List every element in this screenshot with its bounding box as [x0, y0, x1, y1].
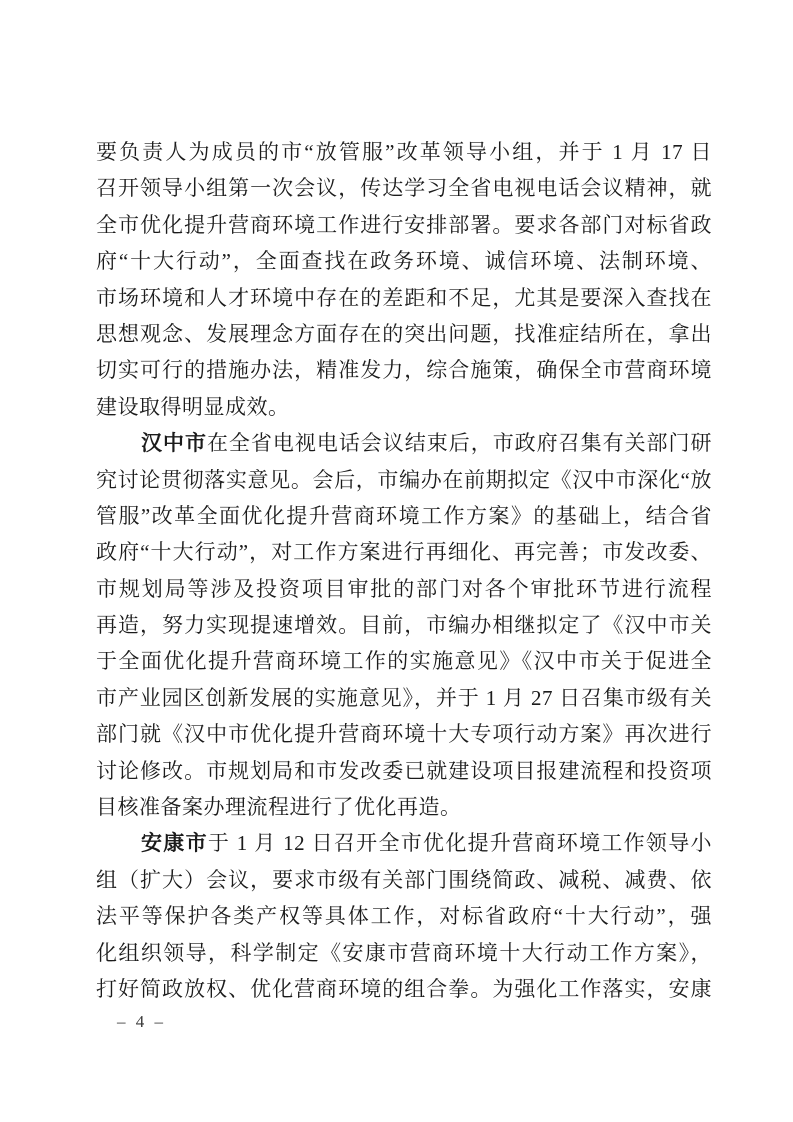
text-line: 目核准备案办理流程进行了优化再造。 — [96, 795, 462, 820]
text-line: 切实可行的措施办法，精准发力，综合施策，确保全市营商环境 — [96, 358, 712, 383]
text-line: 召开领导小组第一次会议，传达学习全省电视电话会议精神，就 — [96, 176, 712, 201]
paragraph — [96, 134, 712, 425]
text-line: 再造，努力实现提速增效。目前，市编办相继拟定了《汉中市关 — [96, 613, 712, 638]
text-line: 化组织领导，科学制定《安康市营商环境十大行动工作方案》， — [96, 940, 712, 965]
text-line: 法平等保护各类产权等具体工作，对标省政府“十大行动”，强 — [96, 904, 712, 929]
document-body — [96, 134, 712, 1007]
text-line: 府“十大行动”，全面查找在政务环境、诚信环境、法制环境、 — [96, 249, 712, 274]
text-line: 管服”改革全面优化提升营商环境工作方案》的基础上，结合省 — [96, 503, 712, 528]
text-line: 市产业园区创新发展的实施意见》，并于 1 月 27 日召集市级有关 — [96, 685, 712, 710]
text-line: 政府“十大行动”，对工作方案进行再细化、再完善；市发改委、 — [96, 540, 712, 565]
text-line: 组（扩大）会议，要求市级有关部门围绕简政、减税、减费、依 — [96, 867, 712, 892]
text-line: 建设取得明显成效。 — [96, 394, 290, 419]
text-line — [96, 425, 712, 461]
page-number: – 4 – — [117, 1012, 166, 1031]
text-line: 要负责人为成员的市“放管服”改革领导小组，并于 1 月 17 日 — [96, 140, 712, 164]
text-line — [96, 825, 712, 861]
paragraph — [96, 825, 712, 1007]
city-name-bold: 汉中市 — [141, 431, 207, 456]
city-name-bold: 安康市 — [141, 831, 208, 856]
text-line: 全市优化提升营商环境工作进行安排部署。要求各部门对标省政 — [96, 212, 712, 237]
paragraph — [96, 425, 712, 825]
line-text: 于 1 月 12 日召开全市优化提升营商环境工作领导小 — [207, 831, 712, 856]
text-line: 打好简政放权、优化营商环境的组合拳。为强化工作落实，安康 — [96, 976, 712, 1001]
text-line: 市规划局等涉及投资项目审批的部门对各个审批环节进行流程 — [96, 576, 712, 601]
text-line: 思想观念、发展理念方面存在的突出问题，找准症结所在，拿出 — [96, 321, 712, 346]
text-line: 于全面优化提升营商环境工作的实施意见》《汉中市关于促进全 — [96, 649, 712, 674]
line-text: 在全省电视电话会议结束后，市政府召集有关部门研 — [206, 431, 712, 456]
text-line: 究讨论贯彻落实意见。会后，市编办在前期拟定《汉中市深化“放 — [96, 467, 712, 492]
text-line: 部门就《汉中市优化提升营商环境十大专项行动方案》再次进行 — [96, 722, 712, 747]
text-line: 市场环境和人才环境中存在的差距和不足，尤其是要深入查找在 — [96, 285, 712, 310]
text-line: 讨论修改。市规划局和市发改委已就建设项目报建流程和投资项 — [96, 758, 712, 783]
